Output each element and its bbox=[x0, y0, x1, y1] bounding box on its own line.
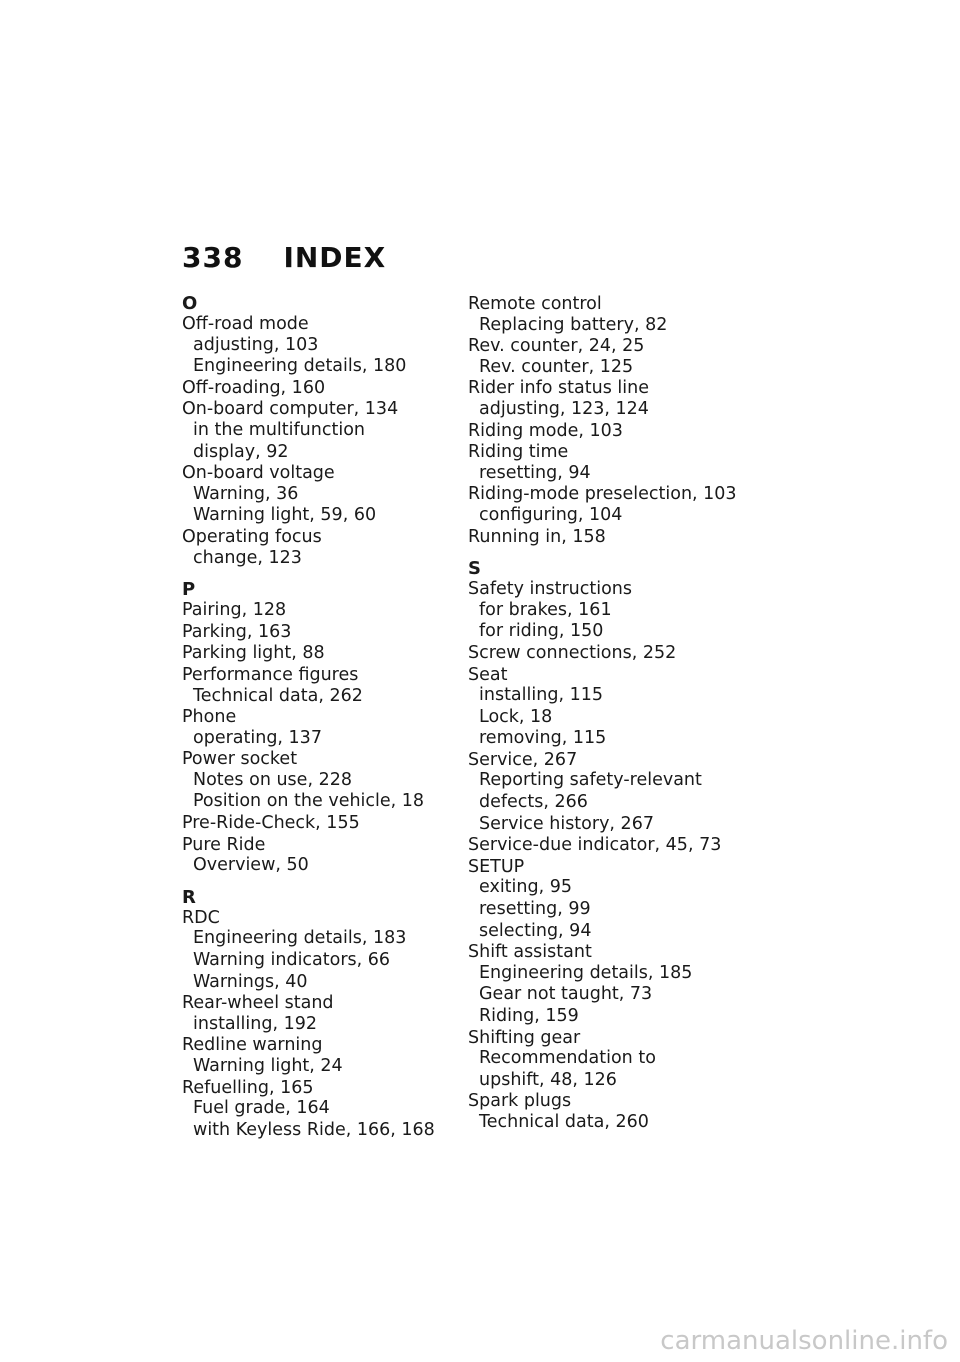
index-entry bbox=[468, 421, 768, 442]
index-term: Parking, 163 bbox=[182, 621, 292, 642]
index-term: Remote control bbox=[468, 294, 602, 314]
index-subentry: Warning light, 24 bbox=[193, 1056, 343, 1076]
index-term: Riding mode, 103 bbox=[468, 420, 623, 441]
index-entry bbox=[182, 600, 452, 621]
index-subentry: Warnings, 40 bbox=[193, 971, 308, 992]
index-entry bbox=[182, 399, 452, 462]
index-subentry: selecting, 94 bbox=[479, 920, 592, 941]
section-letter: P bbox=[182, 579, 196, 601]
index-term: Rider info status line bbox=[468, 378, 649, 399]
index-subentry: Warning light, 59, 60 bbox=[193, 505, 377, 526]
index-term: Operating focus bbox=[182, 526, 322, 547]
index-term: Rear-wheel stand bbox=[182, 993, 334, 1014]
index-term: Performance figures bbox=[182, 664, 359, 685]
index-term: Shifting gear bbox=[468, 1027, 581, 1048]
index-entry bbox=[182, 749, 452, 812]
index-entry bbox=[182, 993, 452, 1034]
index-term: Shift assistant bbox=[468, 942, 592, 963]
page-number: 338 bbox=[182, 241, 244, 274]
index-term: Power socket bbox=[182, 749, 298, 770]
index-term: On-board voltage bbox=[182, 463, 335, 484]
index-entry bbox=[182, 665, 452, 706]
section-letter: O bbox=[182, 293, 198, 314]
index-term: Parking light, 88 bbox=[182, 643, 325, 664]
index-subentry: resetting, 99 bbox=[479, 899, 591, 920]
section-letter: R bbox=[182, 886, 196, 908]
index-term: Off-roading, 160 bbox=[182, 377, 326, 398]
index-entry bbox=[182, 1035, 452, 1076]
index-term: Seat bbox=[468, 664, 508, 685]
index-entry bbox=[468, 336, 768, 377]
index-entry bbox=[468, 643, 768, 664]
index-entry bbox=[468, 750, 768, 834]
index-subentry: with Keyless Ride, 166, 168 bbox=[193, 1119, 435, 1140]
index-entry bbox=[468, 1091, 768, 1132]
index-subentry: Recommendation to bbox=[479, 1048, 656, 1069]
index-entry bbox=[182, 314, 452, 377]
index-term: Running in, 158 bbox=[468, 526, 606, 547]
index-term: Pre-Ride-Check, 155 bbox=[182, 813, 360, 834]
index-term: Pure Ride bbox=[182, 834, 266, 855]
index-subentry: display, 92 bbox=[193, 441, 289, 462]
index-entry bbox=[182, 908, 452, 992]
index-entry bbox=[182, 378, 452, 399]
index-term: Phone bbox=[182, 707, 237, 728]
index-subentry: Engineering details, 185 bbox=[479, 962, 693, 983]
index-term: Refuelling, 165 bbox=[182, 1077, 314, 1098]
index-subentry: Service history, 267 bbox=[479, 813, 654, 834]
index-subentry: resetting, 94 bbox=[479, 462, 591, 483]
index-subentry: for brakes, 161 bbox=[479, 599, 612, 620]
index-subentry: Notes on use, 228 bbox=[193, 769, 352, 790]
page-header bbox=[182, 241, 386, 274]
index-entry bbox=[468, 527, 768, 548]
index-subentry: configuring, 104 bbox=[479, 504, 623, 525]
index-subentry: removing, 115 bbox=[479, 728, 607, 749]
index-entry bbox=[468, 579, 768, 642]
index-term: Service-due indicator, 45, 73 bbox=[468, 835, 722, 856]
index-subentry: Fuel grade, 164 bbox=[193, 1098, 330, 1119]
index-entry bbox=[182, 527, 452, 568]
index-entry bbox=[468, 665, 768, 749]
index-subentry: Riding, 159 bbox=[479, 1006, 579, 1026]
index-subentry: adjusting, 103 bbox=[193, 334, 319, 355]
index-subentry: for riding, 150 bbox=[479, 621, 604, 642]
section-letter: S bbox=[468, 558, 481, 580]
index-term: On-board computer, 134 bbox=[182, 399, 399, 420]
index-term: Safety instructions bbox=[468, 579, 633, 600]
index-entry bbox=[468, 1028, 768, 1091]
index-entry bbox=[468, 857, 768, 941]
page-title: INDEX bbox=[283, 241, 387, 274]
index-subentry: defects, 266 bbox=[479, 792, 588, 813]
index-subentry: Replacing battery, 82 bbox=[479, 314, 668, 335]
index-subentry: Engineering details, 183 bbox=[193, 928, 407, 949]
index-entry bbox=[468, 835, 768, 856]
index-entry bbox=[182, 1078, 452, 1141]
index-term: Screw connections, 252 bbox=[468, 642, 677, 663]
index-section bbox=[468, 559, 768, 1132]
index-entry bbox=[468, 378, 768, 419]
index-section bbox=[182, 294, 452, 568]
index-entry bbox=[182, 813, 452, 834]
index-subentry: Technical data, 260 bbox=[479, 1111, 649, 1132]
index-entry bbox=[182, 707, 452, 748]
index-subentry: Lock, 18 bbox=[479, 706, 553, 727]
index-entry bbox=[468, 484, 768, 525]
index-section bbox=[468, 294, 768, 547]
index-entry bbox=[468, 942, 768, 1026]
index-term: Riding-mode preselection, 103 bbox=[468, 484, 737, 505]
index-subentry: adjusting, 123, 124 bbox=[479, 398, 649, 419]
index-term: Spark plugs bbox=[468, 1091, 572, 1112]
index-entry bbox=[182, 643, 452, 664]
index-subentry: Overview, 50 bbox=[193, 855, 309, 876]
index-subentry: Gear not taught, 73 bbox=[479, 984, 653, 1005]
index-entry bbox=[468, 294, 768, 335]
index-term: Pairing, 128 bbox=[182, 600, 287, 621]
index-term: Rev. counter, 24, 25 bbox=[468, 336, 645, 357]
index-subentry: installing, 115 bbox=[479, 685, 603, 706]
index-term: RDC bbox=[182, 907, 220, 928]
index-section bbox=[182, 888, 452, 1141]
index-column-right bbox=[468, 294, 768, 1133]
index-subentry: Position on the vehicle, 18 bbox=[193, 791, 425, 812]
index-subentry: in the multifunction bbox=[193, 419, 366, 440]
index-subentry: change, 123 bbox=[193, 547, 302, 568]
index-term: Off-road mode bbox=[182, 314, 309, 334]
index-entry bbox=[182, 622, 452, 643]
index-section bbox=[182, 580, 452, 876]
index-subentry: operating, 137 bbox=[193, 727, 322, 748]
index-entry bbox=[182, 463, 452, 526]
watermark: carmanualsonline.info bbox=[660, 1326, 948, 1356]
index-term: Riding time bbox=[468, 442, 569, 463]
index-subentry: Rev. counter, 125 bbox=[479, 356, 634, 377]
index-subentry: exiting, 95 bbox=[479, 877, 572, 898]
index-subentry: Engineering details, 180 bbox=[193, 356, 407, 377]
index-subentry: Warning indicators, 66 bbox=[193, 950, 391, 971]
index-entry bbox=[468, 442, 768, 483]
index-entry bbox=[182, 835, 452, 876]
index-term: SETUP bbox=[468, 856, 525, 877]
index-column-left bbox=[182, 294, 452, 1140]
index-subentry: installing, 192 bbox=[193, 1013, 317, 1034]
index-term: Service, 267 bbox=[468, 749, 578, 770]
index-subentry: upshift, 48, 126 bbox=[479, 1069, 617, 1090]
index-subentry: Technical data, 262 bbox=[193, 685, 363, 706]
index-subentry: Reporting safety-relevant bbox=[479, 770, 702, 791]
index-subentry: Warning, 36 bbox=[193, 483, 299, 504]
index-term: Redline warning bbox=[182, 1035, 323, 1056]
